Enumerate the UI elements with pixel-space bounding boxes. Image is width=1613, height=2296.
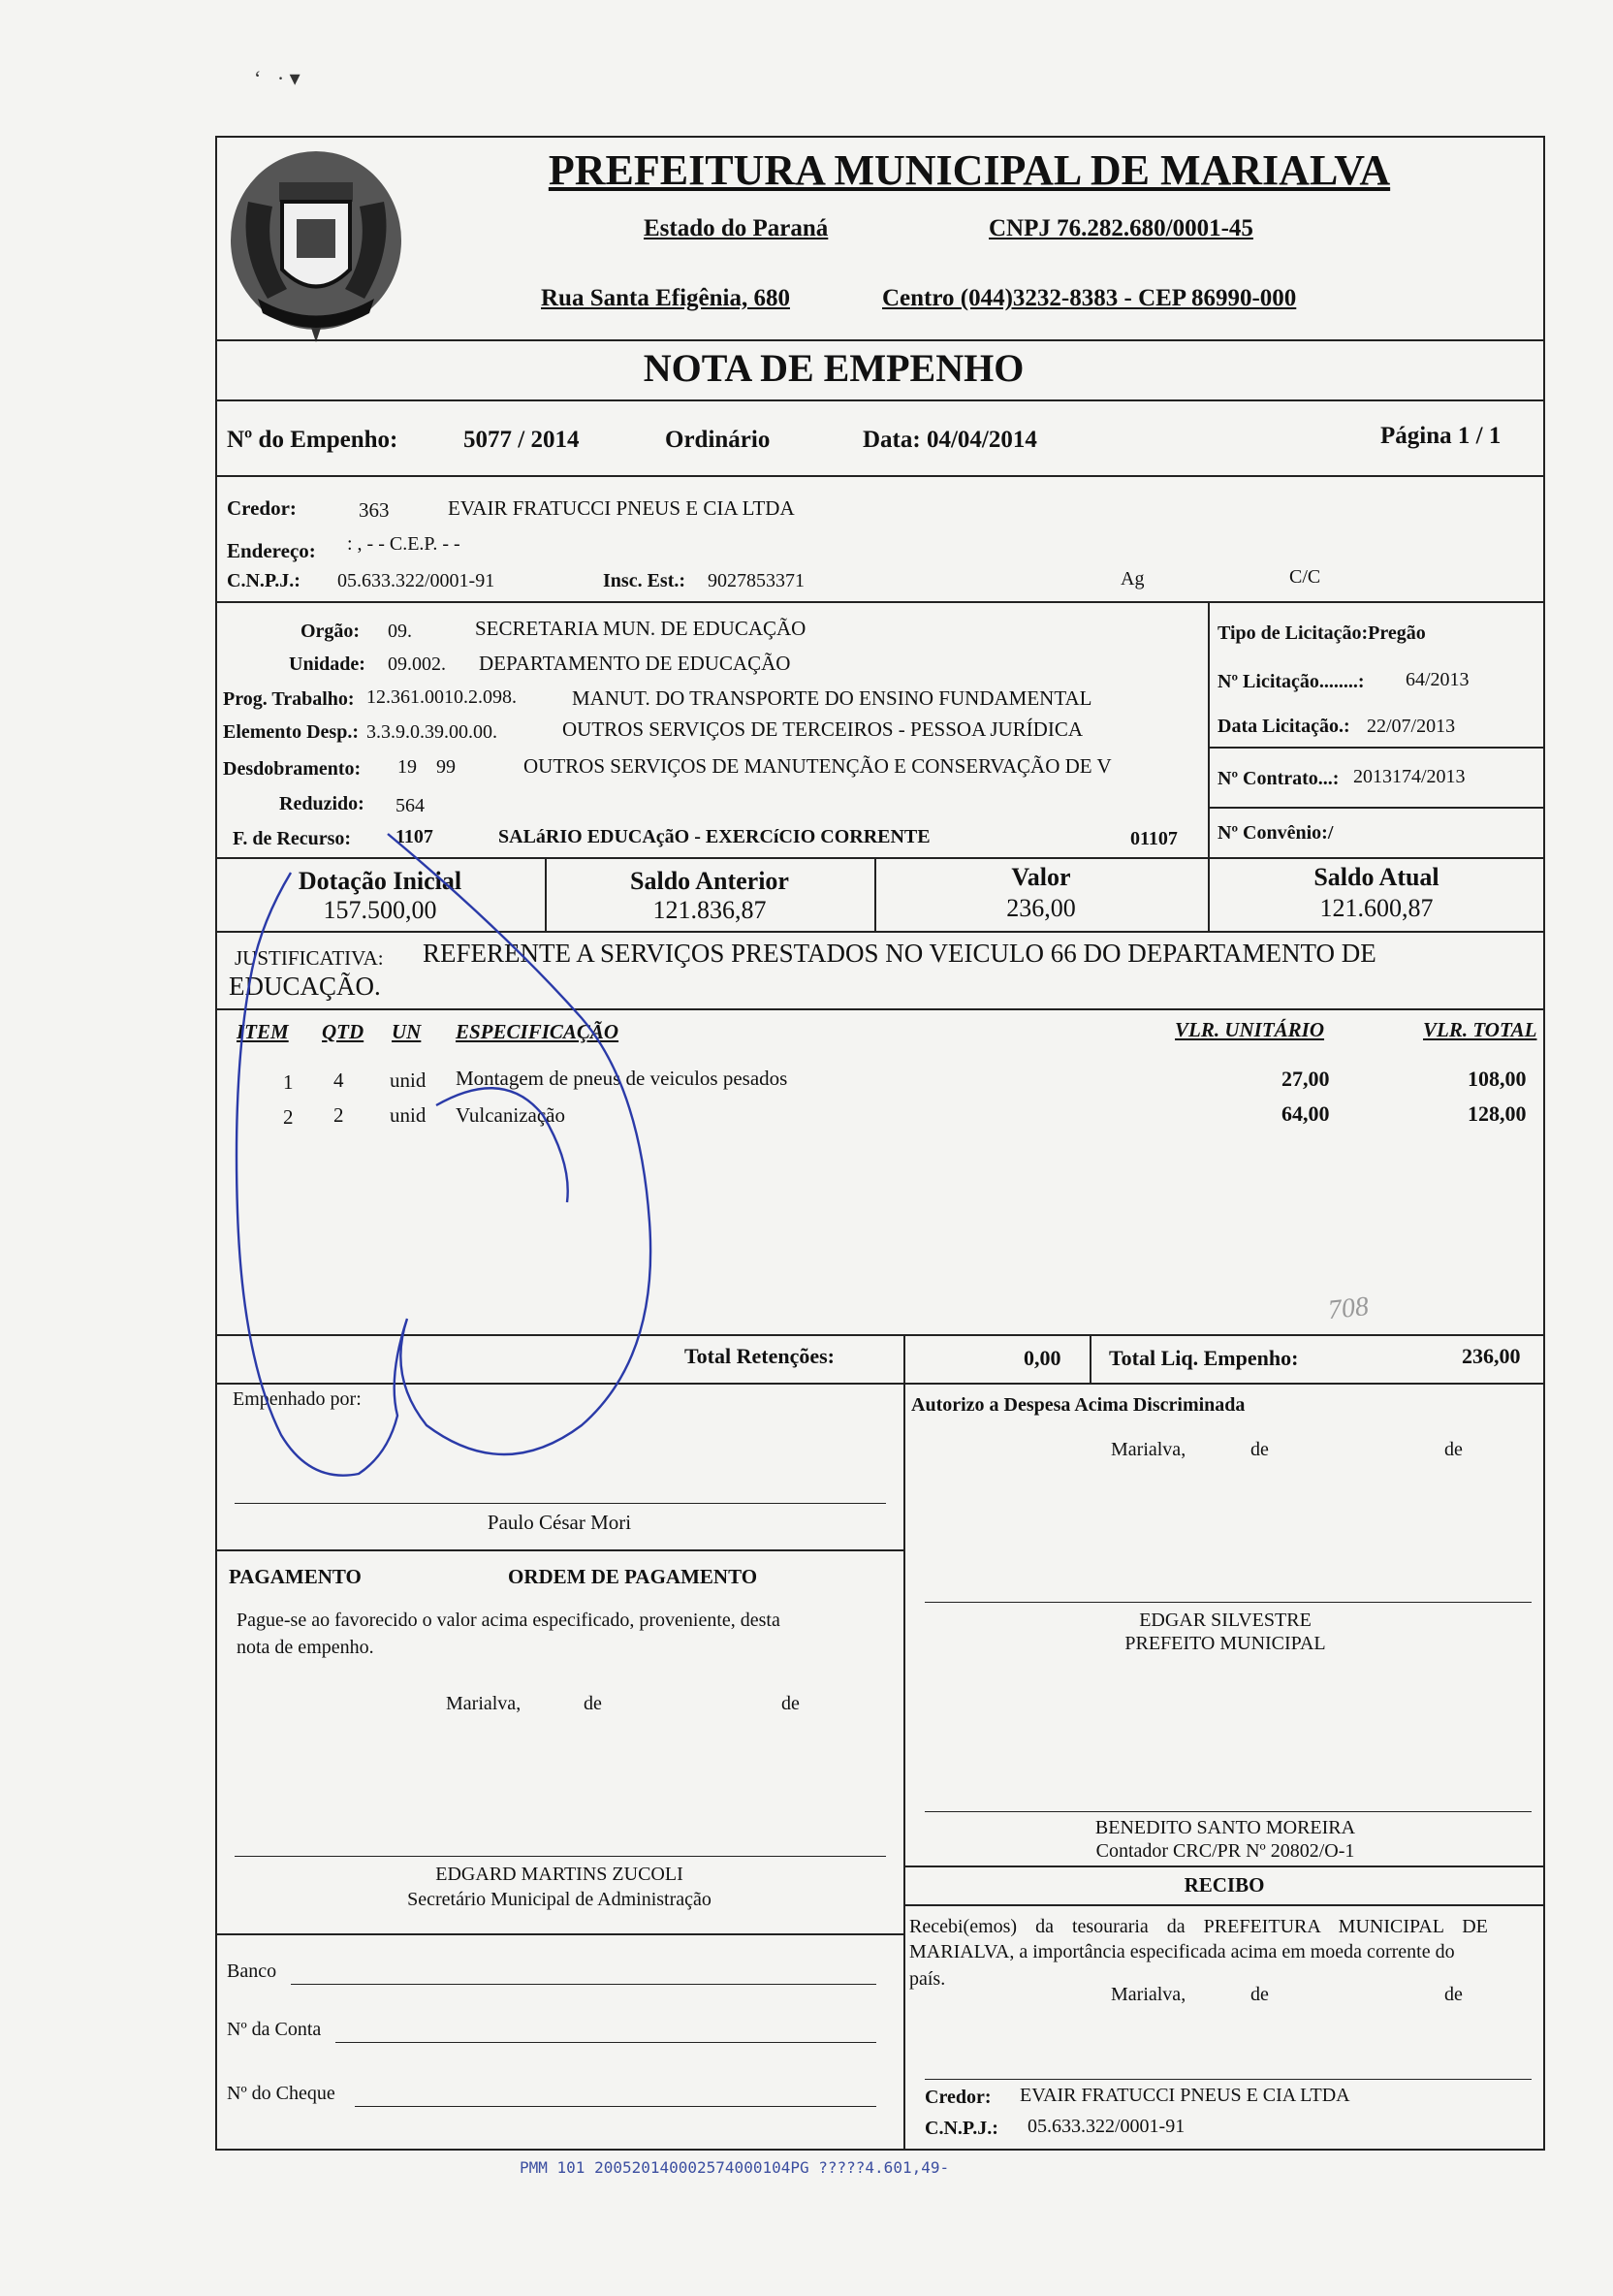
ordem-pagamento: ORDEM DE PAGAMENTO: [508, 1565, 758, 1588]
divider: [1208, 747, 1545, 749]
contador-title: Contador CRC/PR Nº 20802/O-1: [1095, 1840, 1355, 1862]
empenho-label: Nº do Empenho:: [227, 427, 398, 453]
divider: [215, 399, 1545, 401]
item-qtd: 2: [333, 1103, 344, 1127]
divider: [215, 857, 1545, 859]
empenho-number: 5077 / 2014: [463, 427, 580, 453]
empenho-date: Data: 04/04/2014: [863, 427, 1037, 453]
divider: [215, 1383, 1545, 1385]
orgao-desc: SECRETARIA MUN. DE EDUCAÇÃO: [475, 617, 806, 640]
pagamento-place: Marialva,: [446, 1693, 522, 1714]
empenhado-name: Paulo César Mori: [487, 1511, 632, 1534]
recibo-de-2: de: [1444, 1984, 1463, 2005]
desdobramento-desc: OUTROS SERVIÇOS DE MANUTENÇÃO E CONSERVAÇÃO DE V: [523, 754, 1112, 778]
dotacao-value: 157.500,00: [323, 896, 437, 924]
prefeito-name: EDGAR SILVESTRE: [1139, 1610, 1312, 1631]
banco-label: Banco: [227, 1961, 277, 1982]
divider: [215, 1008, 1545, 1010]
recibo-cnpj: 05.633.322/0001-91: [1028, 2116, 1186, 2137]
signature-line: [235, 1856, 886, 1857]
signature-line: [925, 1811, 1532, 1812]
secretario-name: EDGARD MARTINS ZUCOLI: [435, 1864, 683, 1885]
signature-line: [925, 2079, 1532, 2080]
tipo-licitacao: Tipo de Licitação:Pregão: [1218, 622, 1426, 644]
item-un: unid: [390, 1068, 427, 1092]
conta-label: Nº da Conta: [227, 2019, 322, 2040]
cheque-line: [355, 2106, 876, 2107]
recurso-desc: SALáRIO EDUCAçãO - EXERCíCIO CORRENTE: [498, 826, 931, 847]
ag-label: Ag: [1121, 568, 1145, 590]
unidade-label: Unidade:: [289, 654, 365, 675]
item-number: 1: [283, 1070, 294, 1094]
elemento-value: 3.3.9.0.39.00.00.: [366, 721, 497, 743]
cheque-label: Nº do Cheque: [227, 2083, 335, 2104]
empenho-type: Ordinário: [665, 427, 771, 453]
valor-value: 236,00: [1006, 894, 1076, 922]
pagamento-de: de: [584, 1693, 602, 1714]
endereco-label: Endereço:: [227, 539, 316, 562]
credor-code: 363: [359, 498, 390, 522]
prog-desc: MANUT. DO TRANSPORTE DO ENSINO FUNDAMENTAL: [572, 686, 1092, 710]
total-liquido-value: 236,00: [1462, 1344, 1521, 1368]
recurso-number: 01107: [1130, 828, 1178, 849]
cc-label: C/C: [1289, 566, 1321, 588]
coat-of-arms-logo: [219, 144, 413, 347]
recurso-label: F. de Recurso:: [233, 828, 352, 849]
contrato-value: 2013174/2013: [1353, 766, 1466, 787]
prefeito-title: PREFEITO MUNICIPAL: [1124, 1633, 1326, 1654]
col-unit: VLR. UNITÁRIO: [1175, 1018, 1325, 1041]
data-licitacao-label: Data Licitação.:: [1218, 716, 1350, 737]
divider: [215, 1933, 903, 1935]
item-total: 108,00: [1468, 1067, 1527, 1091]
contador-name: BENEDITO SANTO MOREIRA: [1094, 1817, 1356, 1838]
recibo-text-2: MARIALVA, a importância especificada acima em moeda corrente do: [909, 1941, 1455, 1962]
endereco-value: : , - - C.E.P. - -: [347, 533, 460, 555]
signature-line: [925, 1602, 1532, 1603]
header-cnpj: CNPJ 76.282.680/0001-45: [989, 215, 1253, 241]
prog-value: 12.361.0010.2.098.: [366, 686, 517, 708]
pagamento-de-2: de: [781, 1693, 800, 1714]
autorizo-label: Autorizo a Despesa Acima Discriminada: [911, 1394, 1246, 1416]
item-total: 128,00: [1468, 1101, 1527, 1126]
recibo-cnpj-label: C.N.P.J.:: [925, 2118, 998, 2139]
recibo-place: Marialva,: [1111, 1984, 1186, 2005]
item-un: unid: [390, 1103, 427, 1127]
desdobramento-label: Desdobramento:: [223, 758, 362, 780]
banco-line: [291, 1984, 876, 1985]
col-spec: ESPECIFICAÇÃO: [456, 1020, 619, 1043]
item-number: 2: [283, 1105, 294, 1129]
insc-value: 9027853371: [708, 570, 805, 591]
cnpj-label: C.N.P.J.:: [227, 570, 300, 591]
saldo-anterior-label: Saldo Anterior: [630, 867, 789, 895]
elemento-desc: OUTROS SERVIÇOS DE TERCEIROS - PESSOA JURÍDICA: [562, 718, 1084, 741]
pagamento-text: Pague-se ao favorecido o valor acima especificado, proveniente, desta: [237, 1610, 780, 1631]
divider: [215, 475, 1545, 477]
item-unit-price: 64,00: [1281, 1101, 1330, 1126]
convenio: Nº Convênio:/: [1218, 822, 1334, 844]
secretario-title: Secretário Municipal de Administração: [407, 1889, 712, 1910]
total-liquido-label: Total Liq. Empenho:: [1109, 1346, 1299, 1370]
autorizo-place: Marialva,: [1111, 1439, 1186, 1460]
unidade-value: 09.002.: [388, 654, 446, 675]
elemento-label: Elemento Desp.:: [223, 721, 359, 743]
col-qtd: QTD: [322, 1020, 364, 1043]
col-total: VLR. TOTAL: [1423, 1018, 1537, 1041]
saldo-atual-value: 121.600,87: [1319, 894, 1434, 922]
divider: [215, 339, 1545, 341]
insc-label: Insc. Est.:: [603, 570, 686, 591]
recibo-title: RECIBO: [1184, 1873, 1265, 1897]
numero-licitacao-label: Nº Licitação........:: [1218, 671, 1365, 692]
recibo-text: Recebi(emos) da tesouraria da PREFEITURA MUNICIPAL DE: [909, 1916, 1488, 1937]
scan-marks: ʻ · ▾: [254, 66, 300, 90]
retencoes-value: 0,00: [1024, 1346, 1061, 1370]
recibo-credor: EVAIR FRATUCCI PNEUS E CIA LTDA: [1020, 2085, 1350, 2106]
divider: [903, 1383, 905, 2151]
recibo-text-3: país.: [909, 1968, 946, 1990]
valor-label: Valor: [1011, 863, 1071, 891]
cnpj-value: 05.633.322/0001-91: [337, 570, 495, 591]
doc-title: NOTA DE EMPENHO: [643, 346, 1025, 390]
contrato-label: Nº Contrato...:: [1218, 768, 1340, 789]
empenho-page: Página 1 / 1: [1380, 423, 1502, 449]
item-spec: Montagem de pneus de veiculos pesados: [456, 1067, 788, 1090]
divider: [903, 1334, 905, 1385]
header-street: Rua Santa Efigênia, 680: [541, 285, 790, 311]
divider: [215, 931, 1545, 933]
unidade-desc: DEPARTAMENTO DE EDUCAÇÃO: [479, 652, 791, 675]
header-state: Estado do Paraná: [644, 215, 829, 241]
saldo-anterior-value: 121.836,87: [652, 896, 767, 924]
item-unit-price: 27,00: [1281, 1067, 1330, 1091]
handwritten-note: 708: [1326, 1291, 1371, 1326]
divider: [903, 1904, 1545, 1906]
autorizo-de-2: de: [1444, 1439, 1463, 1460]
signature-line: [235, 1503, 886, 1504]
justificativa-text-2: EDUCAÇÃO.: [229, 972, 381, 1001]
justificativa-text: REFERENTE A SERVIÇOS PRESTADOS NO VEICULO 66 DO DEPARTAMENTO DE: [423, 939, 1376, 968]
header-district-phone: Centro (044)3232-8383 - CEP 86990-000: [882, 285, 1297, 311]
divider: [1090, 1334, 1091, 1385]
col-item: ITEM: [237, 1020, 289, 1043]
pagamento-text-2: nota de empenho.: [237, 1637, 374, 1658]
recibo-credor-label: Credor:: [925, 2087, 992, 2108]
item-spec: Vulcanização: [456, 1103, 565, 1127]
divider: [215, 1334, 1545, 1336]
header-title: PREFEITURA MUNICIPAL DE MARIALVA: [548, 146, 1391, 194]
recibo-de: de: [1250, 1984, 1269, 2005]
orgao-label: Orgão:: [300, 621, 361, 642]
divider: [1208, 807, 1545, 809]
justificativa-label: JUSTIFICATIVA:: [235, 946, 384, 970]
reduzido-value: 564: [395, 795, 425, 816]
credor-name: EVAIR FRATUCCI PNEUS E CIA LTDA: [448, 496, 795, 520]
reduzido-label: Reduzido:: [279, 793, 364, 814]
numero-licitacao: 64/2013: [1406, 669, 1470, 690]
data-licitacao: 22/07/2013: [1367, 716, 1456, 737]
empenhado-label: Empenhado por:: [233, 1388, 362, 1410]
saldo-atual-label: Saldo Atual: [1313, 863, 1439, 891]
desdobramento-value: 19 99: [397, 756, 456, 778]
item-qtd: 4: [333, 1068, 344, 1092]
dotacao-label: Dotação Inicial: [298, 867, 462, 895]
autorizo-de: de: [1250, 1439, 1269, 1460]
conta-line: [335, 2042, 876, 2043]
retencoes-label: Total Retenções:: [684, 1344, 835, 1368]
divider: [903, 1866, 1545, 1867]
divider: [1208, 601, 1210, 859]
orgao-value: 09.: [388, 621, 412, 642]
divider: [215, 601, 1545, 603]
divider: [215, 1549, 903, 1551]
footer-code: PMM 101 200520140002574000104PG ?????4.601,49-: [520, 2158, 950, 2177]
credor-label: Credor:: [227, 496, 297, 520]
recurso-code: 1107: [395, 826, 433, 847]
col-un: UN: [392, 1020, 422, 1043]
pagamento-label: PAGAMENTO: [229, 1565, 362, 1588]
prog-label: Prog. Trabalho:: [223, 688, 355, 710]
